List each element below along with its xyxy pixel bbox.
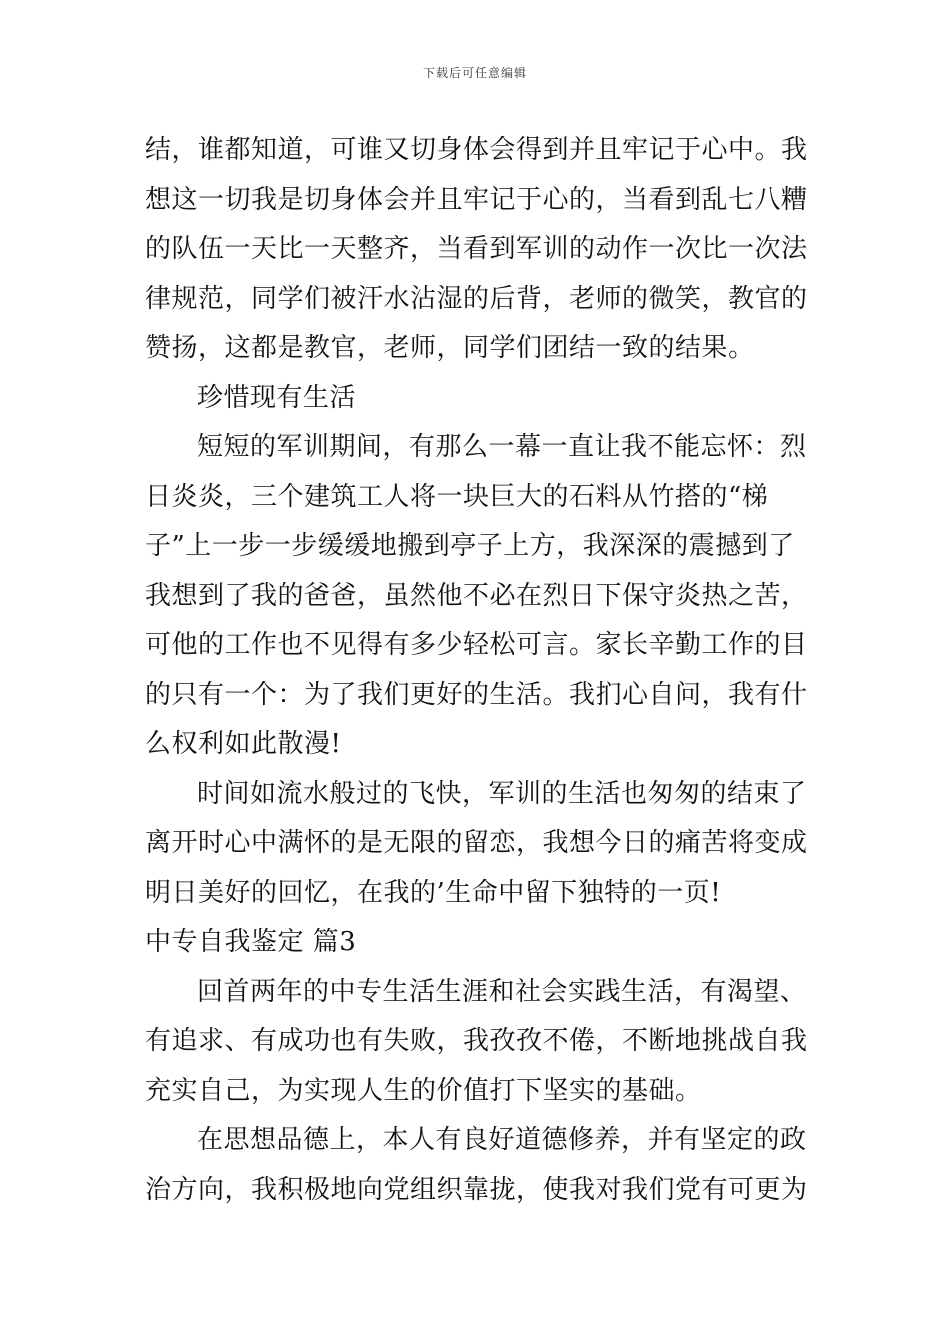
text-line: 回首两年的中专生活生涯和社会实践生活，有渴望、 — [197, 976, 807, 1007]
text-line: 离开时心中满怀的是无限的留恋，我想今日的痛苦将变成 — [145, 828, 808, 858]
text-line: 充实自己，为实现人生的价值打下坚实的基础。 — [145, 1075, 702, 1106]
section-title: 中专自我鉴定 篇3 — [145, 927, 357, 957]
text-line: 的只有一个：为了我们更好的生活。我扪心自问，我有什 — [145, 679, 808, 710]
text-line: 治方向，我积极地向党组织靠拢，使我对我们党有可更为 — [145, 1174, 808, 1205]
text-line: 可他的工作也不见得有多少轻松可言。家长辛勤工作的目 — [145, 630, 808, 660]
text-line: 的队伍一天比一天整齐，当看到军训的动作一次比一次法 — [145, 234, 808, 264]
text-line: 短短的军训期间，有那么一幕一直让我不能忘怀：烈 — [197, 432, 807, 462]
page-header: 下载后可任意编辑 — [422, 66, 527, 80]
text-line: 么权利如此散漫! — [145, 729, 342, 759]
text-line: 在思想品德上，本人有良好道德修养，并有坚定的政 — [197, 1125, 807, 1155]
text-line: 我想到了我的爸爸，虽然他不必在烈日下保守炎热之苦， — [145, 580, 808, 611]
text-line: 有追求、有成功也有失败，我孜孜不倦，不断地挑战自我 — [145, 1026, 808, 1056]
document-body — [145, 126, 810, 1215]
text-line: 时间如流水般过的飞快，军训的生活也匆匆的结束了 — [197, 778, 807, 809]
text-line: 结，谁都知道，可谁又切身体会得到并且牢记于心中。我 — [145, 135, 808, 165]
text-line: 赞扬，这都是教官，老师，同学们团结一致的结果。 — [145, 333, 755, 363]
text-line: 日炎炎，三个建筑工人将一块巨大的石料从竹搭的“梯 — [145, 481, 769, 512]
text-line: 律规范，同学们被汗水沾湿的后背，老师的微笑，教官的 — [145, 283, 808, 314]
text-line: 明日美好的回忆，在我的’生命中留下独特的一页! — [145, 877, 722, 908]
text-line: 子”上一步一步缓缓地搬到亭子上方，我深深的震撼到了 — [145, 531, 795, 561]
text-line: 想这一切我是切身体会并且牢记于心的，当看到乱七八糟 — [145, 184, 808, 215]
section-heading: 珍惜现有生活 — [197, 382, 357, 413]
